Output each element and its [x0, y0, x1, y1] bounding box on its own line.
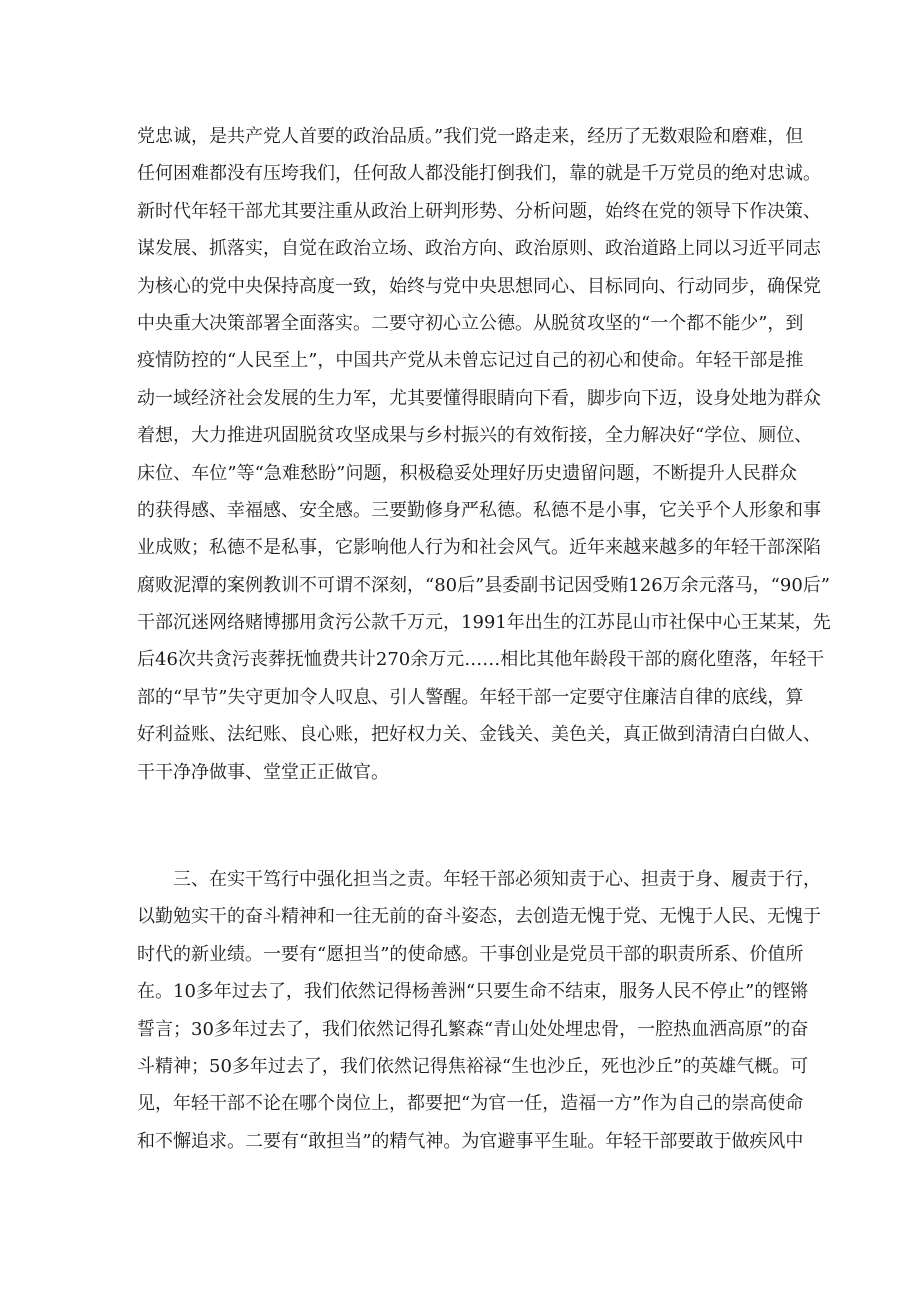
text-line: 腐败泥潭的案例教训不可谓不深刻，“80后”县委副书记因受贿126万余元落马，“90后” — [137, 574, 830, 596]
text-line: 在。10多年过去了，我们依然记得杨善洲“只要生命不结束，服务人民不停止”的铿锵 — [137, 981, 809, 1003]
text-line: 的获得感、幸福感、安全感。三要勤修身严私德。私德不是小事，它关乎个人形象和事 — [137, 499, 821, 521]
text-line: 后46次共贪污丧葬抚恤费共计270余万元……相比其他年龄段干部的腐化堕落，年轻干 — [137, 649, 825, 671]
paragraph-integrity-and-morality — [137, 118, 831, 791]
text-line: 誓言；30多年过去了，我们依然记得孔繁森“青山处处埋忠骨，一腔热血洒高原”的奋 — [137, 1018, 809, 1040]
section-heading-line: 三、在实干笃行中强化担当之责。年轻干部必须知责于心、担责于身、履责于行， — [173, 869, 821, 890]
text-line: 以勤勉实干的奋斗精神和一往无前的奋斗姿态，去创造无愧于党、无愧于人民、无愧于 — [137, 906, 821, 928]
text-line: 任何困难都没有压垮我们，任何敌人都没能打倒我们，靠的就是千万党员的绝对忠诚。 — [137, 163, 821, 185]
text-line: 动一域经济社会发展的生力军，尤其要懂得眼睛向下看，脚步向下迈，设身处地为群众 — [137, 387, 821, 409]
text-line: 床位、车位”等“急难愁盼”问题，积极稳妥处理好历史遗留问题，不断提升人民群众 — [137, 462, 797, 484]
text-line: 疫情防控的“人民至上”，中国共产党从未曾忘记过自己的初心和使命。年轻干部是推 — [137, 350, 804, 372]
text-line: 见，年轻干部不论在哪个岗位上，都要把“为官一任，造福一方”作为自己的崇高使命 — [137, 1093, 804, 1115]
text-line: 部的“早节”失守更加令人叹息、引人警醒。年轻干部一定要守住廉洁自律的底线，算 — [137, 686, 804, 708]
text-line: 着想，大力推进巩固脱贫攻坚成果与乡村振兴的有效衔接，全力解决好“学位、厕位、 — [137, 425, 813, 447]
text-line: 新时代年轻干部尤其要注重从政治上研判形势、分析问题，始终在党的领导下作决策、 — [137, 200, 821, 222]
text-line: 党忠诚，是共产党人首要的政治品质。”我们党一路走来，经历了无数艰险和磨难，但 — [137, 126, 804, 147]
text-line: 谋发展、抓落实，自觉在政治立场、政治方向、政治原则、政治道路上同以习近平同志 — [137, 238, 821, 260]
text-line: 中央重大决策部署全面落实。二要守初心立公德。从脱贫攻坚的“一个都不能少”，到 — [137, 312, 804, 334]
paragraph-section-three-responsibility — [137, 861, 821, 1160]
text-line: 好利益账、法纪账、良心账，把好权力关、金钱关、美色关，真正做到清清白白做人、 — [137, 724, 821, 746]
text-line: 为核心的党中央保持高度一致，始终与党中央思想同心、目标同向、行动同步，确保党 — [137, 275, 821, 297]
text-line: 斗精神；50多年过去了，我们依然记得焦裕禄“生也沙丘，死也沙丘”的英雄气概。可 — [137, 1055, 809, 1077]
text-line: 业成败；私德不是私事，它影响他人行为和社会风气。近年来越来越多的年轻干部深陷 — [137, 537, 821, 559]
text-line-last: 干干净净做事、堂堂正正做官。 — [137, 761, 389, 783]
text-line: 和不懈追求。二要有“敢担当”的精气神。为官避事平生耻。年轻干部要敢于做疾风中 — [137, 1130, 804, 1152]
text-line: 干部沉迷网络赌博挪用贪污公款千万元，1991年出生的江苏昆山市社保中心王某某，先 — [137, 612, 831, 634]
text-line: 时代的新业绩。一要有“愿担当”的使命感。干事创业是党员干部的职责所系、价值所 — [137, 943, 804, 965]
